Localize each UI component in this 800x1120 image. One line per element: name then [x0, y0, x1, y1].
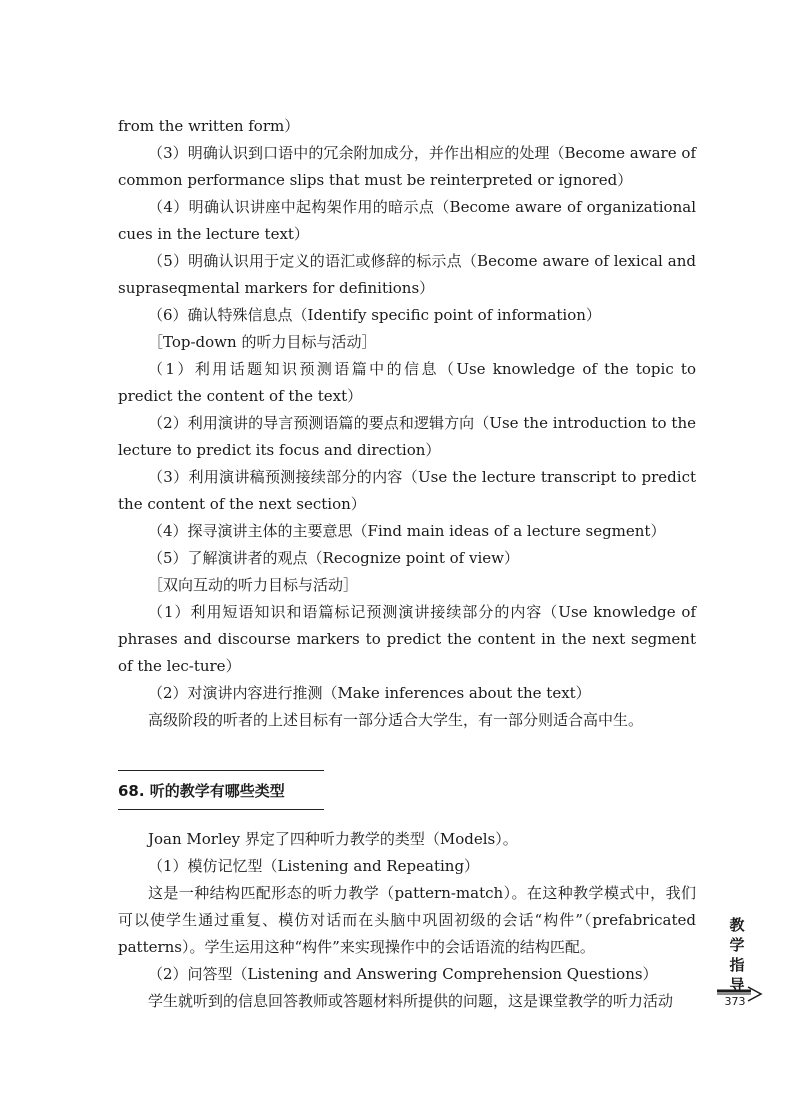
- paragraph: （1）利用话题知识预测语篇中的信息（Use knowledge of the topic to predict the content of the text）: [118, 360, 696, 405]
- side-section-label: [727, 915, 747, 995]
- paragraph: （2）问答型（Listening and Answering Comprehension Questions）: [148, 965, 658, 983]
- side-section-tab: [717, 915, 759, 1015]
- side-label-character: 导: [729, 976, 745, 994]
- section-spacer: [118, 734, 696, 770]
- paragraph: （5）了解演讲者的观点（Recognize point of view）: [148, 549, 519, 567]
- paragraph: ［双向互动的听力目标与活动］: [148, 576, 359, 594]
- paragraph: 高级阶段的听者的上述目标有一部分适合大学生，有一部分则适合高中生。: [148, 711, 644, 729]
- paragraph: （6）确认特殊信息点（Identify specific point of information）: [148, 306, 601, 324]
- paragraph: ［Top-down 的听力目标与活动］: [148, 333, 377, 351]
- page-marker: [717, 987, 763, 1015]
- paragraph: from the written form）: [118, 117, 300, 135]
- page-content: [118, 113, 696, 1015]
- paragraph: （1）模仿记忆型（Listening and Repeating）: [148, 857, 480, 875]
- paragraph: （4）探寻演讲主体的主要意思（Find main ideas of a lecture segment）: [148, 522, 666, 540]
- paragraph-group: [118, 113, 696, 734]
- paragraph: （2）对演讲内容进行推测（Make inferences about the text）: [148, 684, 591, 702]
- side-label-character: 指: [729, 956, 745, 974]
- paragraph: （5）明确认识用于定义的语汇或修辞的标示点（Become aware of lexical and supraseqmental markers for definitions）: [118, 252, 696, 297]
- side-label-character: 学: [729, 936, 745, 954]
- section-paragraph-group: [118, 826, 696, 1015]
- paragraph: 这是一种结构匹配形态的听力教学（pattern-match）。在这种教学模式中，我们可以使学生通过重复、模仿对话而在头脑中巩固初级的会话“构件”（prefabricated patterns）。学生运用这种“构件”来实现操作中的会话语流的结构匹配。: [118, 884, 696, 956]
- page-number: 373: [724, 995, 746, 1008]
- section-heading: 68. 听的教学有哪些类型: [118, 770, 324, 810]
- paragraph: Joan Morley 界定了四种听力教学的类型（Models）。: [148, 830, 518, 848]
- side-label-character: 教: [729, 916, 745, 934]
- paragraph: 学生就听到的信息回答教师或答题材料所提供的问题，这是课堂教学的听力活动: [148, 992, 674, 1010]
- paragraph: （4）明确认识讲座中起构架作用的暗示点（Become aware of organizational cues in the lecture text）: [118, 198, 696, 243]
- paragraph: （2）利用演讲的导言预测语篇的要点和逻辑方向（Use the introduction to the lecture to predict its focus and direction）: [118, 414, 696, 459]
- paragraph: （3）明确认识到口语中的冗余附加成分，并作出相应的处理（Become aware of common performance slips that must be reinterpreted or ignored）: [118, 144, 696, 189]
- paragraph: （1）利用短语知识和语篇标记预测演讲接续部分的内容（Use knowledge of phrases and discourse markers to predict the content in the next segment of the lec-ture）: [118, 603, 696, 675]
- paragraph: （3）利用演讲稿预测接续部分的内容（Use the lecture transcript to predict the content of the next section）: [118, 468, 696, 513]
